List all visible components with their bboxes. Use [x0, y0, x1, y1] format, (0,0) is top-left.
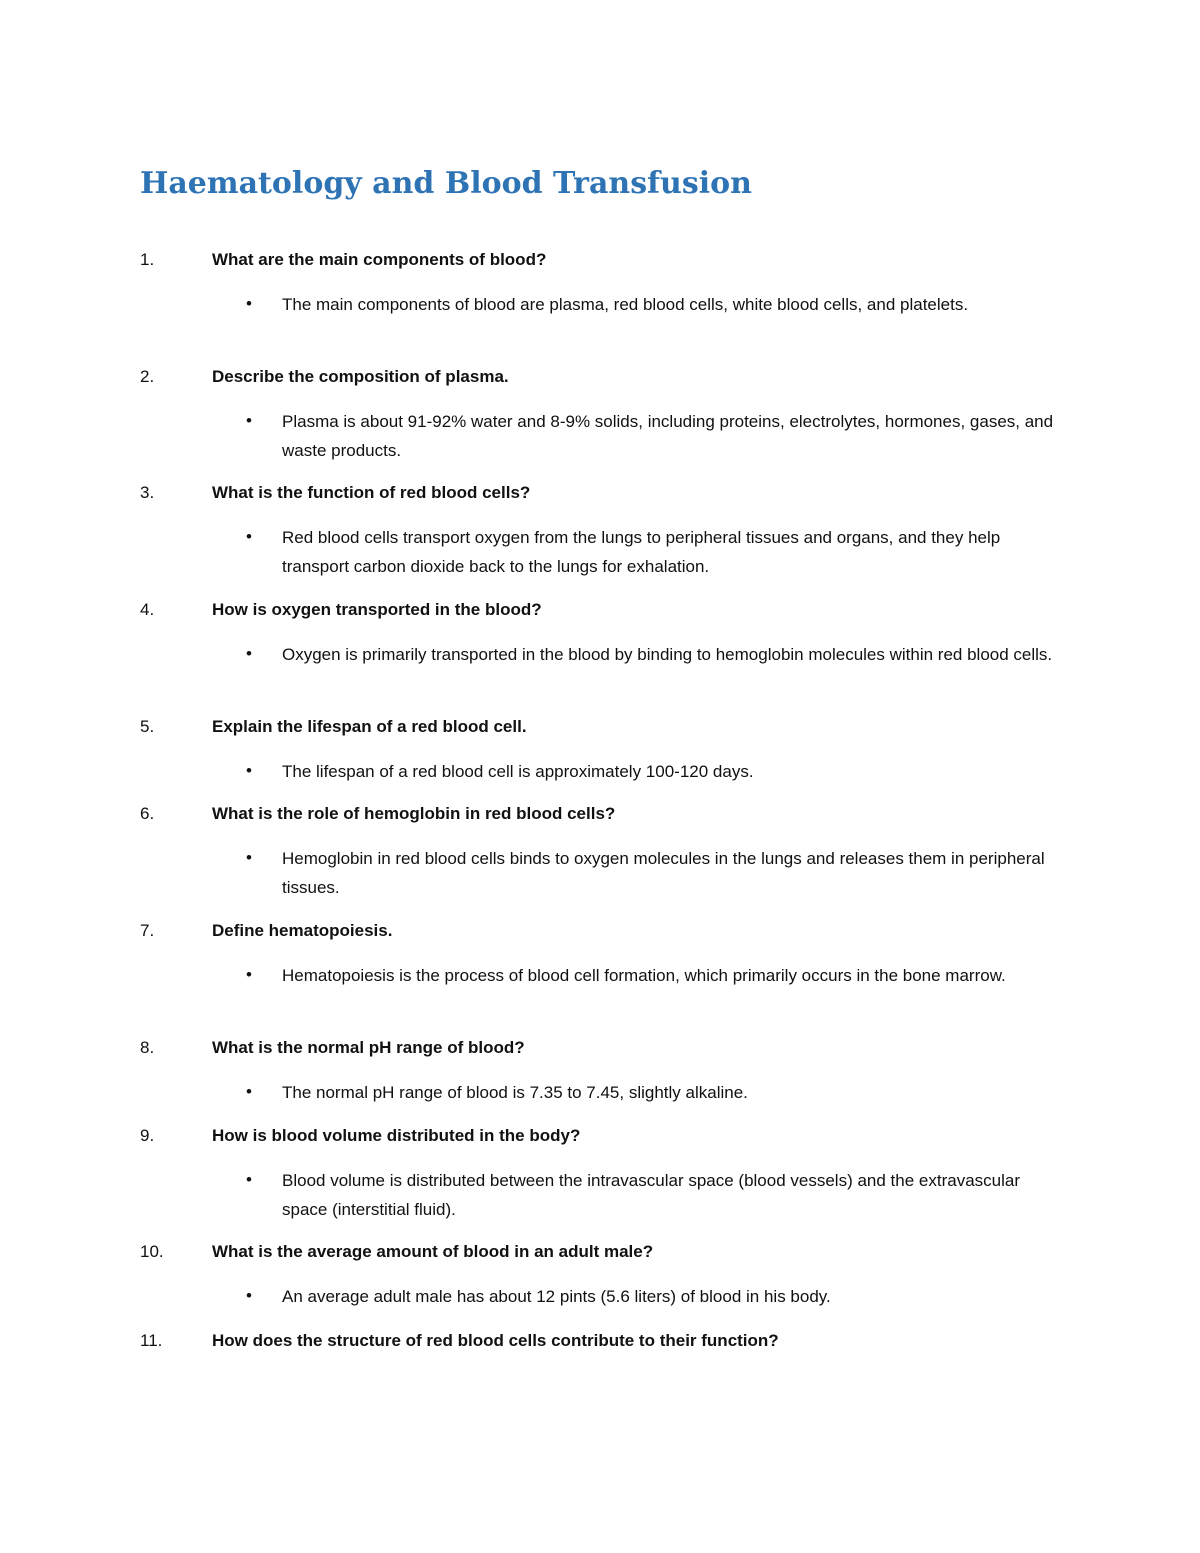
answer-text: Hematopoiesis is the process of blood cell formation, which primarily occurs in the bone marrow.: [282, 966, 1006, 985]
answer-text: The normal pH range of blood is 7.35 to 7.45, slightly alkaline.: [282, 1083, 748, 1102]
answer-text: An average adult male has about 12 pints (5.6 liters) of blood in his body.: [282, 1287, 831, 1306]
question-text: How is blood volume distributed in the body?: [212, 1126, 581, 1145]
question-text: What is the normal pH range of blood?: [212, 1038, 525, 1057]
question-number: 5.: [140, 717, 155, 736]
question-text: How is oxygen transported in the blood?: [212, 600, 542, 619]
bullet-icon: •: [246, 527, 252, 546]
question-number: 8.: [140, 1038, 155, 1057]
question-text: Explain the lifespan of a red blood cell.: [212, 717, 527, 736]
question-number: 10.: [140, 1242, 164, 1261]
question-number: 4.: [140, 600, 155, 619]
bullet-icon: •: [246, 965, 252, 984]
bullet-icon: •: [246, 294, 252, 313]
bullet-icon: •: [246, 761, 252, 780]
question-number: 1.: [140, 250, 155, 269]
question-number: 9.: [140, 1126, 155, 1145]
question-number: 11.: [140, 1331, 163, 1350]
answer-text: Red blood cells transport oxygen from the lungs to peripheral tissues and organs, and they help transport carbon dioxide back to the lungs for exhalation.: [282, 528, 1001, 576]
document-title: Haematology and Blood Transfusion: [140, 166, 752, 201]
answer-text: Hemoglobin in red blood cells binds to oxygen molecules in the lungs and releases them in peripheral tissues.: [282, 849, 1045, 897]
question-number: 6.: [140, 804, 155, 823]
question-text: Define hematopoiesis.: [212, 921, 393, 940]
answer-text: Oxygen is primarily transported in the blood by binding to hemoglobin molecules within red blood cells.: [282, 645, 1053, 664]
bullet-icon: •: [246, 644, 252, 663]
bullet-icon: •: [246, 1170, 252, 1189]
question-number: 2.: [140, 367, 155, 386]
bullet-icon: •: [246, 411, 252, 430]
question-text: How does the structure of red blood cells contribute to their function?: [212, 1331, 779, 1350]
answer-text: Blood volume is distributed between the intravascular space (blood vessels) and the extravascular space (interstitial fluid).: [282, 1171, 1021, 1219]
question-number: 7.: [140, 921, 155, 940]
question-text: What are the main components of blood?: [212, 250, 547, 269]
answer-text: The main components of blood are plasma, red blood cells, white blood cells, and platelets.: [282, 295, 969, 314]
bullet-icon: •: [246, 848, 252, 867]
bullet-icon: •: [246, 1082, 252, 1101]
question-text: What is the role of hemoglobin in red blood cells?: [212, 804, 616, 823]
answer-text: Plasma is about 91-92% water and 8-9% solids, including proteins, electrolytes, hormones, gases, and waste products.: [282, 412, 1054, 460]
question-number: 3.: [140, 483, 155, 502]
bullet-icon: •: [246, 1286, 252, 1305]
question-text: What is the average amount of blood in an adult male?: [212, 1242, 654, 1261]
answer-text: The lifespan of a red blood cell is approximately 100-120 days.: [282, 762, 754, 781]
question-text: Describe the composition of plasma.: [212, 367, 509, 386]
question-text: What is the function of red blood cells?: [212, 483, 531, 502]
